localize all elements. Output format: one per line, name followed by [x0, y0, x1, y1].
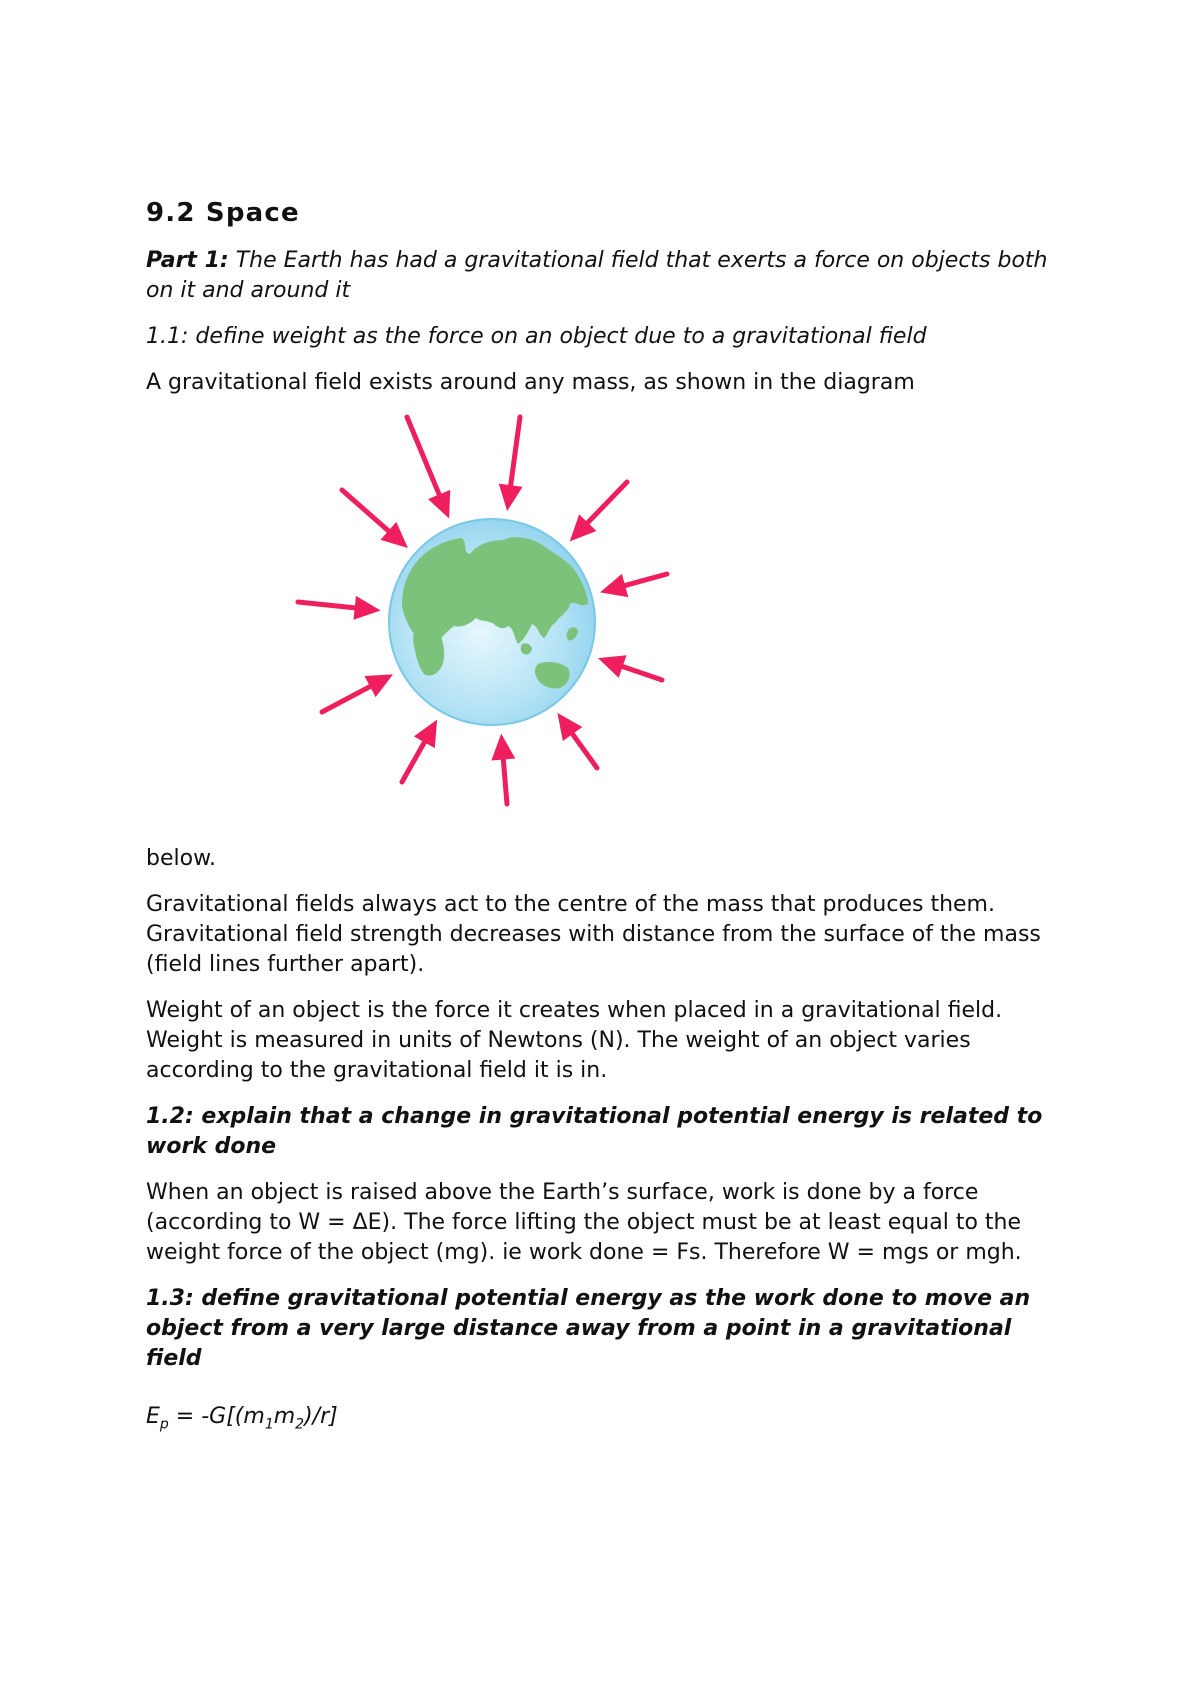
gravity-arrow-shaft: [407, 417, 441, 498]
gravity-arrow-shaft: [510, 417, 520, 489]
section-heading: 9.2 Space: [146, 198, 300, 228]
gravity-field-diagram: [146, 412, 1066, 842]
gravity-arrow-head: [499, 484, 523, 511]
formula-sub-1: 1: [264, 1416, 274, 1433]
part-1-text: The Earth has had a gravitational field that exerts a force on objects both on it and around it: [146, 248, 1048, 303]
gravity-arrow-head: [598, 655, 626, 678]
paragraph-work-done: When an object is raised above the Earth’s surface, work is done by a force (according to W = ΔE). The force lifting the object must be at least equal to the weight force of the object (mg). ie work done = Fs. Therefore W = mgs or mgh.: [146, 1180, 1022, 1265]
subsection-1-1: 1.1: define weight as the force on an object due to a gravitational field: [146, 324, 927, 349]
formula-sub-2: 2: [295, 1416, 305, 1433]
gravity-arrow-head: [600, 574, 628, 597]
gravity-arrow-head: [491, 734, 515, 761]
gravity-arrow-head: [353, 596, 380, 620]
part-1-intro: [146, 246, 1066, 306]
paragraph-weight: Weight of an object is the force it creates when placed in a gravitational field. Weight is measured in units of Newtons (N). The weight of an object varies according to the gravitational field it is in.: [146, 998, 1003, 1083]
gravity-arrow-shaft: [621, 574, 667, 587]
gravity-arrow-shaft: [322, 685, 374, 712]
formula-m2: m: [273, 1404, 296, 1429]
formula-mid: = -G[(m: [168, 1404, 265, 1429]
gravity-arrow-shaft: [402, 739, 426, 782]
document-page: [146, 196, 1066, 1439]
gravity-arrow-shaft: [585, 482, 627, 526]
paragraph-field-direction: Gravitational fields always act to the centre of the mass that produces them. Gravitational field strength decreases with distance from the surface of the mass (field lines further apart).: [146, 892, 1041, 977]
gravity-arrow-shaft: [570, 731, 597, 768]
gpe-formula: [146, 1402, 1066, 1439]
gravity-arrow-shaft: [298, 602, 359, 608]
gravity-arrow-shaft: [342, 490, 391, 533]
gravity-arrow-head: [557, 713, 582, 741]
formula-end: )/r]: [304, 1404, 338, 1429]
gravity-arrow-shaft: [619, 665, 662, 680]
gravity-arrow-shaft: [503, 756, 507, 804]
formula-lhs: E: [146, 1404, 160, 1429]
subsection-1-3: 1.3: define gravitational potential energy as the work done to move an object from a very large distance away from a point in a gravitational field: [146, 1286, 1031, 1371]
part-1-label: Part 1:: [146, 248, 229, 273]
subsection-1-2: 1.2: explain that a change in gravitational potential energy is related to work done: [146, 1104, 1043, 1159]
earth-with-gravity-arrows-icon: [292, 412, 722, 842]
diagram-caption-continued: below.: [146, 846, 217, 871]
diagram-intro: A gravitational field exists around any mass, as shown in the diagram: [146, 370, 915, 395]
earth-globe-icon: [389, 519, 595, 725]
formula-lhs-sub: p: [159, 1416, 169, 1433]
